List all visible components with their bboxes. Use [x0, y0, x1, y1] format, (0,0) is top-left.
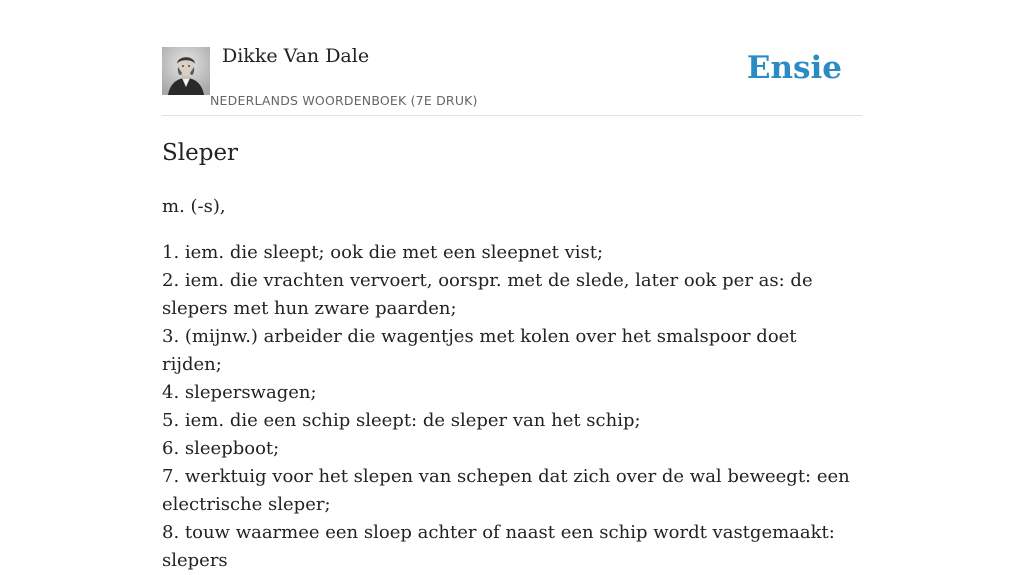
definition-item: 1. iem. die sleept; ook die met een sleepnet vist;	[162, 242, 604, 263]
article-container	[162, 0, 862, 571]
entry-title: Sleper	[162, 140, 239, 166]
ensie-logo[interactable]: Ensie	[746, 50, 842, 86]
source-title: NEDERLANDS WOORDENBOEK (7E DRUK)	[210, 93, 478, 108]
definition-item: 6. sleepboot;	[162, 438, 280, 459]
grammar-info: m. (-s),	[162, 196, 226, 217]
definition-item: 5. iem. die een schip sleept: de sleper van het schip;	[162, 410, 641, 431]
definition-item: 7. werktuig voor het slepen van schepen dat zich over de wal beweegt: een electrische sleper;	[162, 466, 850, 515]
definition-item: 2. iem. die vrachten vervoert, oorspr. met de slede, later ook per as: de slepers met hun zware paarden;	[162, 270, 813, 319]
definition-item: 3. (mijnw.) arbeider die wagentjes met kolen over het smalspoor doet rijden;	[162, 326, 797, 375]
definitions-list	[162, 239, 862, 575]
definition-item: 4. sleperswagen;	[162, 382, 317, 403]
source-header	[162, 0, 862, 116]
portrait-photo-icon	[162, 47, 210, 95]
author-name-link[interactable]: Dikke Van Dale	[222, 45, 370, 67]
author-avatar[interactable]	[162, 47, 210, 95]
definition-item: 8. touw waarmee een sloep achter of naast een schip wordt vastgemaakt: slepers	[162, 522, 835, 571]
